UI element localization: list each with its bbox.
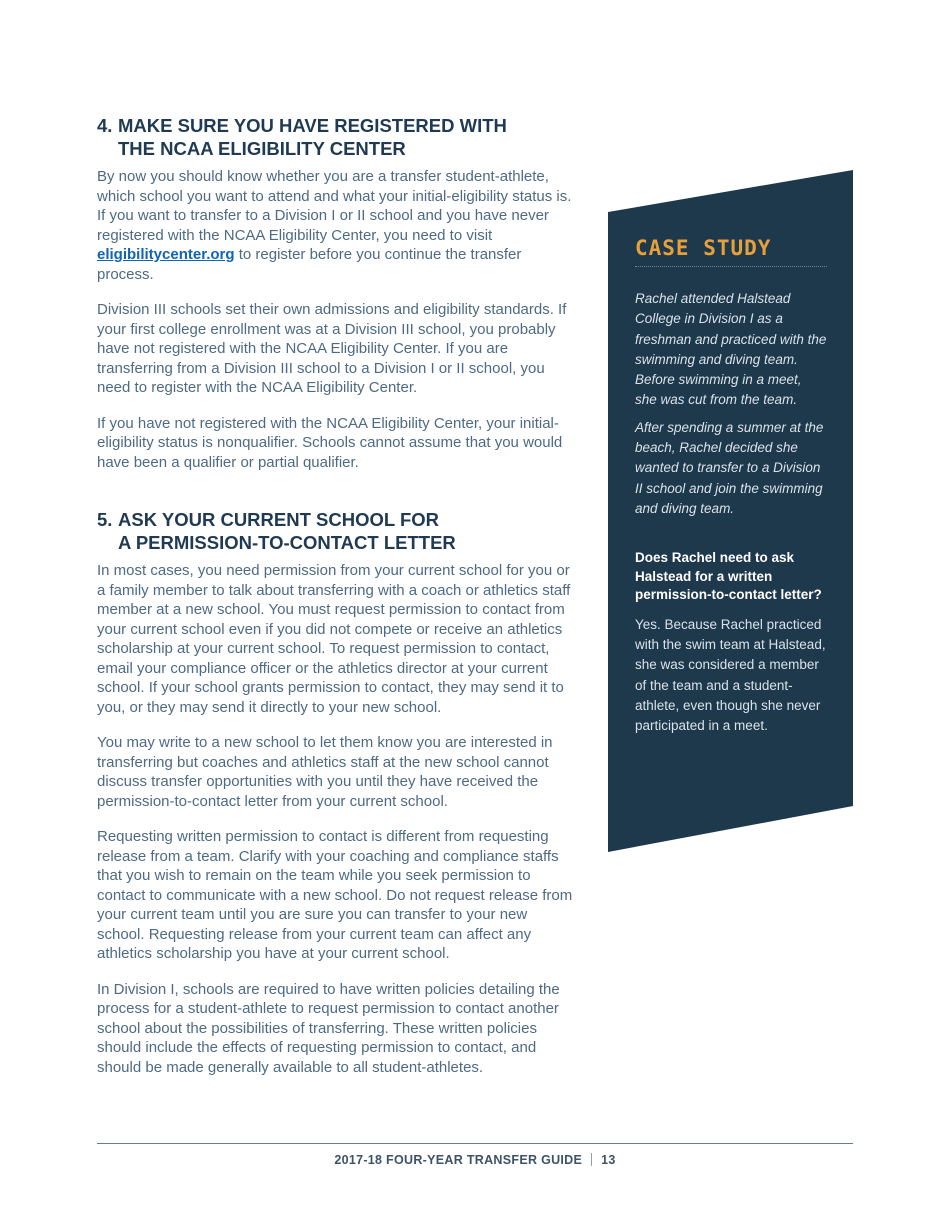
section-4-heading <box>97 114 577 160</box>
page-footer <box>0 1153 950 1167</box>
case-study-answer: Yes. Because Rachel practiced with the swim team at Halstead, she was considered a member of the team and a student-athlete, even though she never participated in a meet. <box>635 616 826 734</box>
section-5-heading <box>97 508 577 554</box>
section-4-p1-text-before: By now you should know whether you are a transfer student-athlete, which school you want to attend and what your initial-eligibility status is. If you want to transfer to a Division I or II school and you have never registered with the NCAA Eligibility Center, you need to visit <box>97 168 572 244</box>
section-5-paragraph-2: You may write to a new school to let them know you are interested in transferring but coaches and athletics staff at the new school cannot discuss transfer opportunities with you until they have received the permission-to-contact letter from your current school. <box>97 734 553 810</box>
footer-divider <box>97 1143 853 1144</box>
section-4-paragraph-3: If you have not registered with the NCAA Eligibility Center, your initial-eligibility status is nonqualifier. Schools cannot assume that you would have been a qualifier or partial qualifier. <box>97 414 563 471</box>
section-5-title-line2: A PERMISSION-TO-CONTACT LETTER <box>118 532 456 553</box>
footer-guide-title: 2017-18 FOUR-YEAR TRANSFER GUIDE <box>334 1153 583 1167</box>
section-4-paragraph-2: Division III schools set their own admissions and eligibility standards. If your first college enrollment was at a Division III school, you probably have not registered with the NCAA Eligibility Center. If you are transferring from a Division III school to a Division I or II school, you need to register with the NCAA Eligibility Center. <box>97 301 567 396</box>
section-5-paragraph-4: In Division I, schools are required to have written policies detailing the process for a student-athlete to request permission to contact another school about the possibilities of transferring. These written policies should include the effects of requesting permission to contact, and should be made generally available to all student-athletes. <box>97 980 560 1076</box>
section-5-number: 5. <box>97 509 113 530</box>
case-study-content <box>635 236 827 737</box>
section-5-paragraph-1: In most cases, you need permission from your current school for you or a family member to talk about transferring with a coach or athletics staff member at a new school. You must request permission to contact from your current school even if you did not compete or receive an athletics scholarship at your current school. To request permission to contact, email your compliance officer or the athletics director at your current school. If your school grants permission to contact, they may send it to you, or they may send it directly to your new school. <box>97 562 571 716</box>
section-4-p1-text-after: to register before you continue the transfer process. <box>97 246 522 283</box>
section-5-paragraph-3: Requesting written permission to contact is different from requesting release from a team. Clarify with your coaching and compliance staffs that you wish to remain on the team while you seek permission to contact to communicate with a new school. Do not request release from your current team until you are sure you can transfer to your new school. Requesting release from your current team can affect any athletics scholarship you have at your current school. <box>97 828 573 962</box>
section-4-number: 4. <box>97 115 113 136</box>
page-number: 13 <box>601 1153 616 1167</box>
footer-separator <box>591 1153 592 1166</box>
section-4-paragraph-1 <box>97 167 577 284</box>
section-4-title-line2: THE NCAA ELIGIBILITY CENTER <box>118 138 406 159</box>
case-study-panel <box>608 170 853 852</box>
main-content <box>97 114 577 1093</box>
case-study-story-2: After spending a summer at the beach, Rachel decided she wanted to transfer to a Division II school and join the swimming and diving team. <box>635 419 824 516</box>
eligibility-center-link[interactable]: eligibilitycenter.org <box>97 246 235 263</box>
section-5-title-line1: ASK YOUR CURRENT SCHOOL FOR <box>118 509 440 530</box>
case-study-question: Does Rachel need to ask Halstead for a written permission-to-contact letter? <box>635 550 822 603</box>
case-study-title: CASE STUDY <box>635 236 827 267</box>
case-study-story-1: Rachel attended Halstead College in Division I as a freshman and practiced with the swimming and diving team. Before swimming in a meet, she was cut from the team. <box>635 291 827 408</box>
section-4-title-line1: MAKE SURE YOU HAVE REGISTERED WITH <box>118 115 507 136</box>
